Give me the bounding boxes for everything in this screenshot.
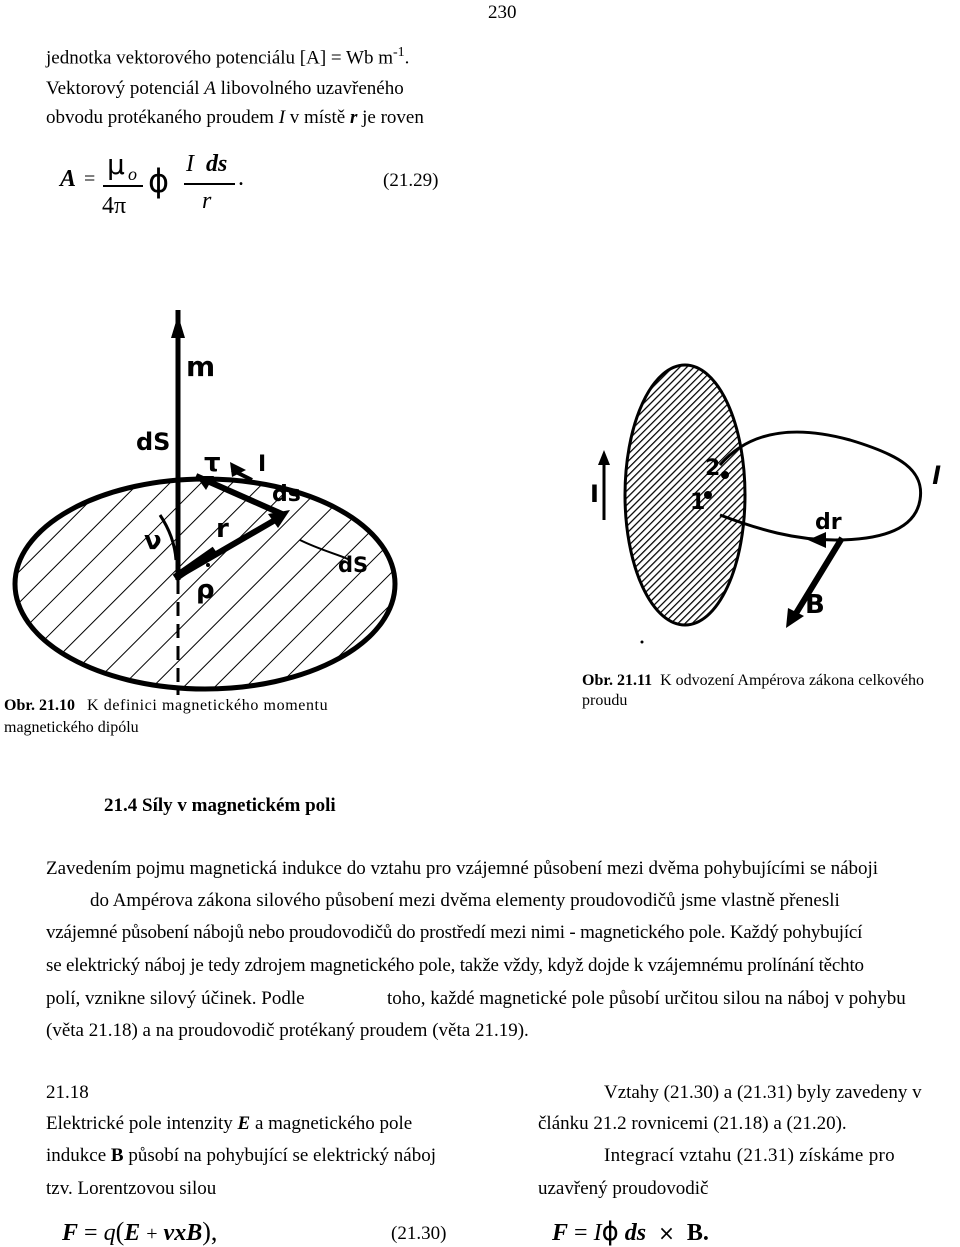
theorem-line xyxy=(46,1114,412,1133)
theorem-line xyxy=(46,1146,436,1165)
eq-denominator-r: r xyxy=(202,188,212,214)
var-a: A xyxy=(204,78,216,99)
paragraph-line: se elektrický náboj je tedy zdrojem magnetického pole, takže vždy, když dojde k vzájemnému prolínání těchto xyxy=(46,955,864,976)
paragraph-line: vzájemné působení nábojů nebo proudovodičů do prostředí mezi nimi - magnetického pole. Každý pohybující xyxy=(46,922,863,943)
eq-mu-sub: o xyxy=(128,164,137,184)
theorem-text: a magnetického pole xyxy=(250,1113,413,1134)
eq-equals: = xyxy=(84,1220,98,1246)
eq-paren: ), xyxy=(202,1217,218,1246)
fig-label-1: 1 xyxy=(690,490,706,515)
theorem-line: tzv. Lorentzovou silou xyxy=(46,1178,217,1199)
fig-label-r: r xyxy=(216,514,229,544)
eq-i: I xyxy=(593,1220,602,1246)
intro-text: Vektorový potenciál xyxy=(46,78,205,99)
fig-label-2: 2 xyxy=(705,456,721,481)
equation-21-31 xyxy=(552,1217,709,1247)
eq-x: x xyxy=(174,1220,187,1246)
eq-mu: μ xyxy=(107,148,125,181)
fig-label-nu: ν xyxy=(144,526,162,556)
intro-text: jednotka vektorového potenciálu [A] = Wb m xyxy=(46,47,393,69)
theorem-text: působí na pohybující se elektrický náboj xyxy=(123,1145,436,1166)
fraction-bar xyxy=(184,183,235,185)
m-arrowhead xyxy=(171,315,185,338)
surface-ellipse xyxy=(625,365,745,625)
eq-f: F xyxy=(62,1220,79,1246)
intro-text: libovolného uzavřeného xyxy=(215,78,404,99)
caption-text: K odvození Ampérova zákona celkového xyxy=(660,672,924,689)
var-r: r xyxy=(349,107,358,128)
eq-times: × xyxy=(658,1221,675,1245)
paragraph-line: (věta 21.18) a na proudovodič protékaný proudem (věta 21.19). xyxy=(46,1020,529,1041)
eq-number: (21.29) xyxy=(383,170,439,191)
fig-label-ds-mid: ds xyxy=(272,482,301,507)
paragraph-line: polí, vznikne silový účinek. Podle xyxy=(46,988,305,1009)
exponent: -1 xyxy=(393,45,405,60)
eq-q: q xyxy=(103,1220,116,1246)
var-i: I xyxy=(278,107,286,128)
theorem-text: Elektrické pole intenzity xyxy=(46,1113,238,1134)
eq-dot: . xyxy=(702,1220,709,1246)
intro-text: v místě xyxy=(285,107,350,128)
caption-text: K definici magnetického momentu xyxy=(86,697,329,714)
eq-equals: = xyxy=(574,1220,588,1246)
figure-21-11-drawing xyxy=(580,360,950,660)
fraction-bar xyxy=(103,185,143,187)
eq-number: (21.30) xyxy=(391,1223,447,1244)
intro-text: . xyxy=(404,47,410,69)
eq-numerator xyxy=(186,151,227,178)
right-text-line: uzavřený proudovodič xyxy=(538,1178,709,1199)
eq-contour-integral: ϕ xyxy=(148,162,170,200)
fig-label-m: m xyxy=(186,350,216,383)
figure-21-10-caption-line1 xyxy=(4,698,328,714)
page-number: 230 xyxy=(488,2,517,23)
fig-label-dr: dr xyxy=(815,510,842,535)
figure-21-11-caption-line2: proudu xyxy=(582,692,628,709)
eq-dot: . xyxy=(238,165,244,191)
var-b: B xyxy=(110,1145,124,1166)
eq-e: E xyxy=(124,1220,141,1246)
eq-b: B xyxy=(186,1220,203,1246)
theorem-text: indukce xyxy=(46,1145,111,1166)
eq-num-ds: ds xyxy=(206,151,228,177)
eq-four-pi: 4π xyxy=(102,193,127,219)
fig-label-rho: ρ xyxy=(196,575,215,605)
eq-paren: ( xyxy=(115,1217,125,1246)
eq-f: F xyxy=(552,1220,569,1246)
caption-number: Obr. 21.11 xyxy=(582,672,653,689)
figure-21-11-caption-line1 xyxy=(582,673,924,689)
fig-label-l: l xyxy=(932,462,941,490)
eq-num-i: I xyxy=(186,151,194,177)
paragraph-line: toho, každé magnetické pole působí určitou silou na náboj v pohybu xyxy=(387,988,906,1009)
var-e: E xyxy=(237,1113,251,1134)
intro-line-2 xyxy=(46,79,404,98)
intro-text: obvodu protékaného proudem xyxy=(46,107,279,128)
theorem-number: 21.18 xyxy=(46,1082,89,1103)
fig-label-ds-right: dS xyxy=(338,553,369,577)
eq-ds: ds xyxy=(624,1220,647,1246)
intro-text: je roven xyxy=(357,107,424,128)
eq-v: v xyxy=(163,1220,175,1246)
fig-label-ds-top: dS xyxy=(136,428,171,456)
fig-label-b: B xyxy=(805,590,825,620)
caption-number: Obr. 21.10 xyxy=(4,697,75,714)
eq-plus: + xyxy=(146,1223,158,1245)
section-heading: 21.4 Síly v magnetickém poli xyxy=(104,795,336,816)
right-text-line: Vztahy (21.30) a (21.31) byly zavedeny v xyxy=(604,1082,922,1103)
paragraph-line: Zavedením pojmu magnetická indukce do vztahu pro vzájemné působení mezi dvěma pohybujícími se náboji xyxy=(46,858,879,879)
eq-lhs: A xyxy=(60,166,77,192)
right-text-line: článku 21.2 rovnicemi (21.18) a (21.20). xyxy=(538,1113,847,1134)
intro-line-3 xyxy=(46,108,424,127)
eq-contour-integral: ϕ xyxy=(601,1217,619,1247)
right-text-line: Integrací vztahu (21.31) získáme pro xyxy=(604,1145,895,1166)
fig-label-i: I xyxy=(590,480,599,508)
eq-equals: = xyxy=(84,168,96,190)
eq-lorentz xyxy=(62,1217,217,1247)
intro-line-1 xyxy=(46,46,409,67)
paragraph-line: do Ampérova zákona silového působení mezi dvěma elementy proudovodičů jsme vlastně přenesli xyxy=(90,890,840,911)
eq-b: B xyxy=(686,1220,703,1246)
fig-label-tau: τ xyxy=(204,448,221,478)
fig-label-i: I xyxy=(258,452,267,477)
figure-21-10-caption-line2: magnetického dipólu xyxy=(4,719,139,736)
